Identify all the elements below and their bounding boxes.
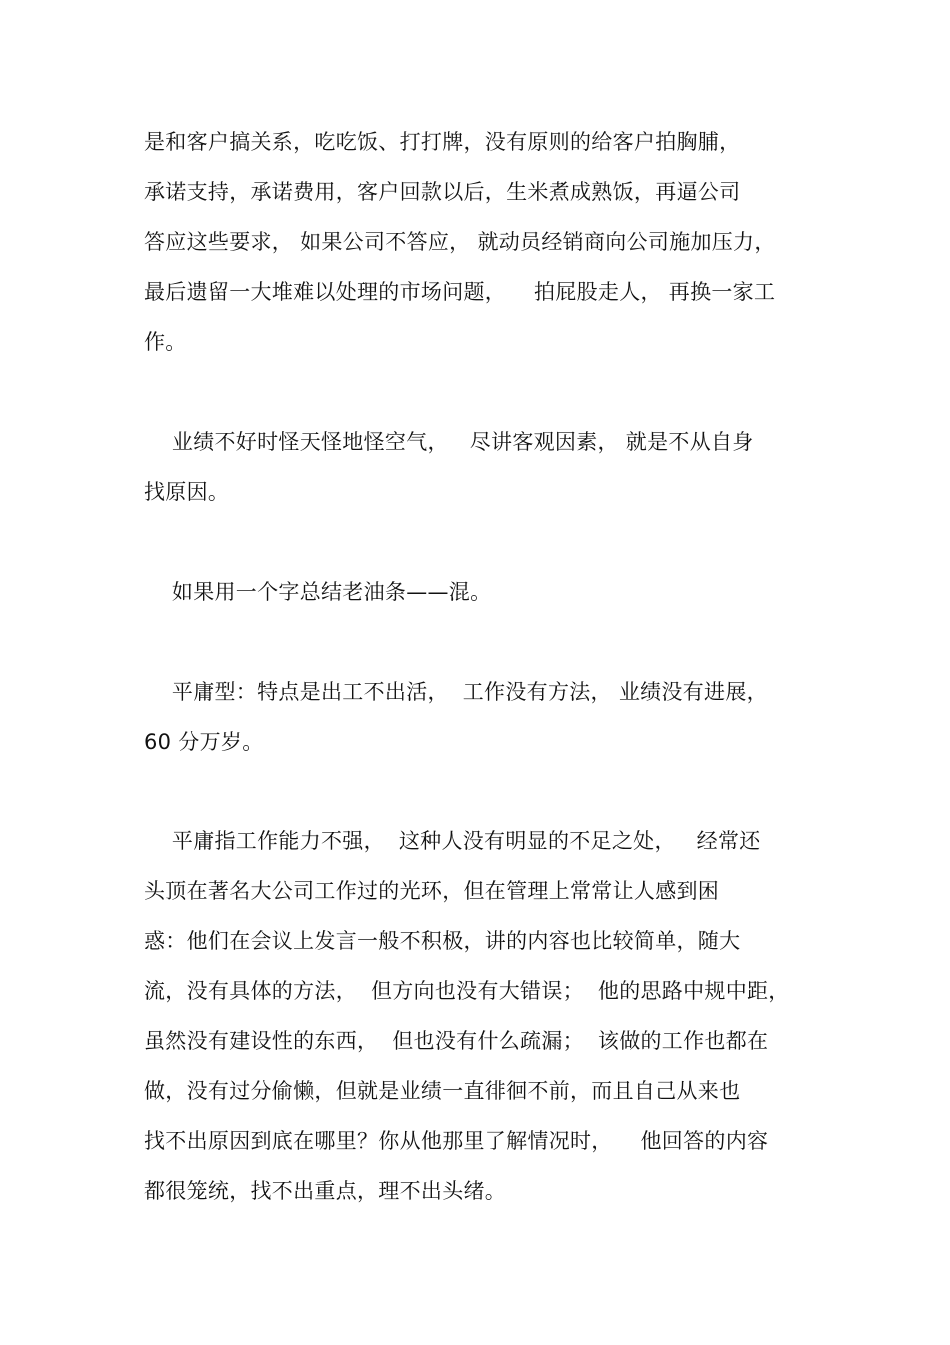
text-line: 是和客户搞关系，吃吃饭、打打牌，没有原则的给客户拍胸脯， xyxy=(144,130,741,154)
text-line: 平庸型：特点是出工不出活， 工作没有方法， 业绩没有进展， xyxy=(144,680,768,704)
text-line: 最后遗留一大堆难以处理的市场问题， 拍屁股走人， 再换一家工 xyxy=(144,280,776,304)
text-line: 平庸指工作能力不强， 这种人没有明显的不足之处， 经常还 xyxy=(144,829,761,853)
text-line: 找不出原因到底在哪里？你从他那里了解情况时， 他回答的内容 xyxy=(144,1129,769,1153)
text-line: 业绩不好时怪天怪地怪空气， 尽讲客观因素， 就是不从自身 xyxy=(144,430,754,454)
text-line: 虽然没有建设性的东西， 但也没有什么疏漏； 该做的工作也都在 xyxy=(144,1029,769,1053)
text-line: 答应这些要求， 如果公司不答应， 就动员经销商向公司施加压力， xyxy=(144,230,776,254)
text-line: 做，没有过分偷懒，但就是业绩一直徘徊不前，而且自己从来也 xyxy=(144,1079,741,1103)
text-line: 如果用一个字总结老油条——混。 xyxy=(144,580,492,604)
text-line: 惑：他们在会议上发言一般不积极，讲的内容也比较简单，随大 xyxy=(144,929,741,953)
text-line: 承诺支持，承诺费用，客户回款以后，生米煮成熟饭，再逼公司 xyxy=(144,180,741,204)
text-line: 头顶在著名大公司工作过的光环，但在管理上常常让人感到困 xyxy=(144,879,720,903)
text-line: 60 分万岁。 xyxy=(144,730,264,754)
text-line: 作。 xyxy=(144,330,187,354)
text-line: 流，没有具体的方法， 但方向也没有大错误； 他的思路中规中距， xyxy=(144,979,790,1003)
text-line: 找原因。 xyxy=(144,480,230,504)
text-line: 都很笼统，找不出重点，理不出头绪。 xyxy=(144,1179,507,1203)
